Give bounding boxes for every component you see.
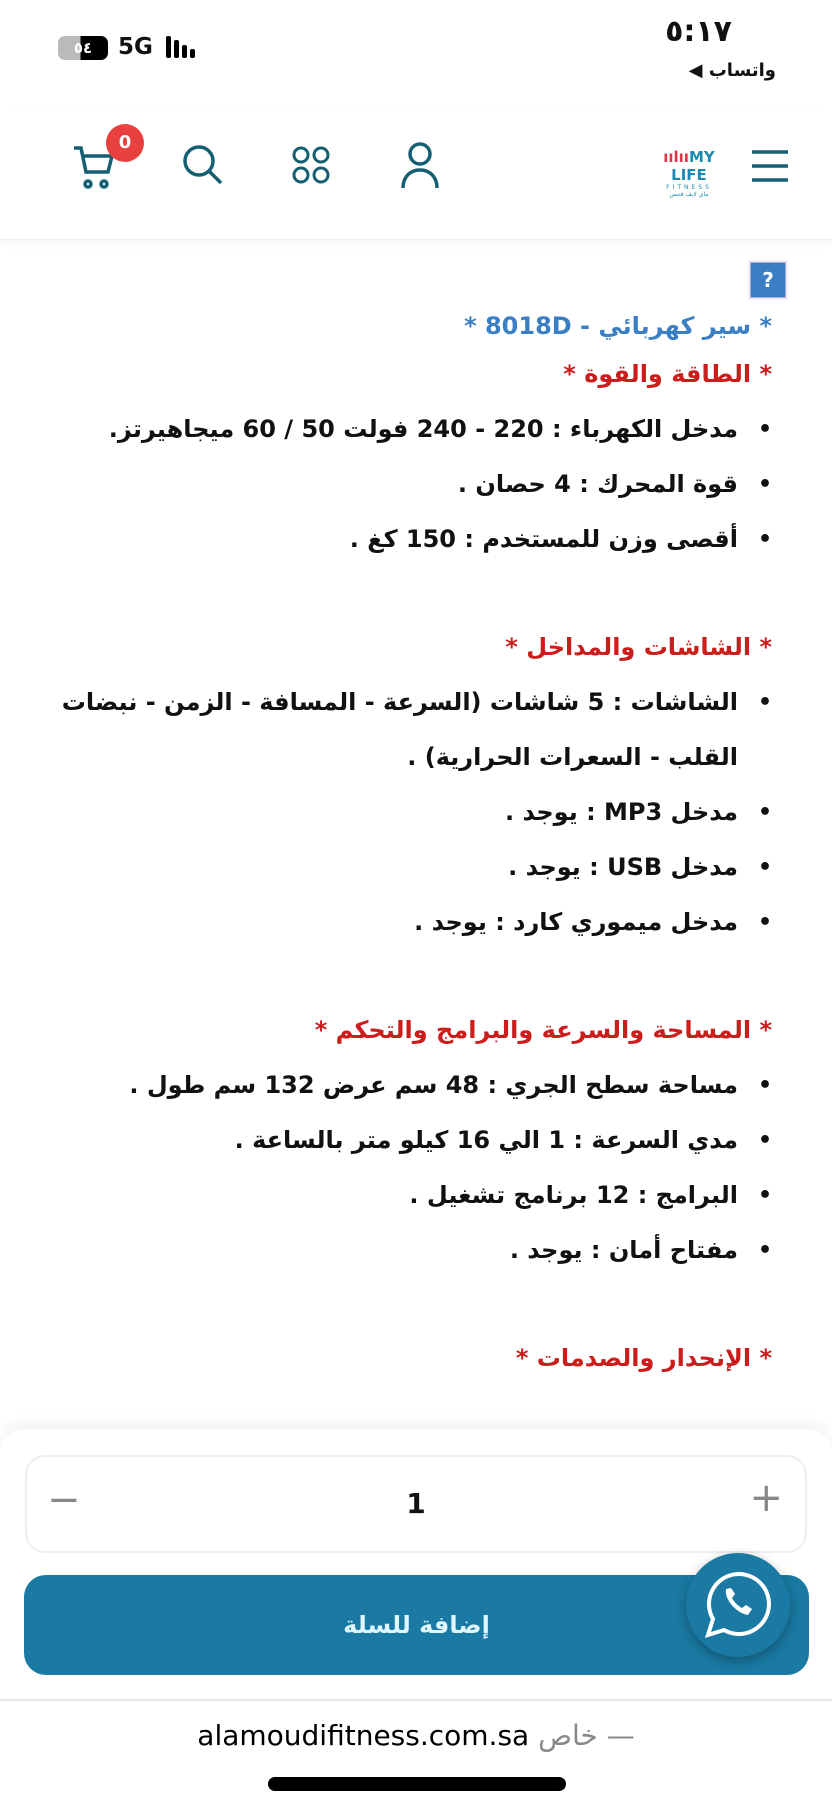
url-text: alamoudifitness.com.sa [197,1719,530,1752]
list-item: • البرامج : 12 برنامج تشغيل . [52,1168,738,1223]
increase-quantity-button[interactable]: + [749,1475,783,1521]
list-item: • مدخل MP3 : يوجد . [52,785,738,840]
divider [0,1699,832,1701]
list-item: • أقصى وزن للمستخدم : 150 كغ . [52,512,738,567]
list-item: • مدي السرعة : 1 الي 16 كيلو متر بالساعة . [52,1113,738,1168]
menu-icon[interactable] [748,144,792,188]
section-heading: * المساحة والسرعة والبرامج والتحكم * [314,1016,772,1044]
whatsapp-icon [686,1553,790,1657]
network-label: 5G [118,34,153,60]
whatsapp-button[interactable] [686,1553,790,1657]
spec-list [52,402,772,567]
address-bar[interactable] [0,1719,832,1752]
home-indicator[interactable] [268,1777,566,1791]
section-heading: * الشاشات والمداخل * [505,633,772,661]
section-heading: * الطاقة والقوة * [563,360,772,388]
private-label: خاص — [538,1719,635,1752]
battery-icon: ٥٤ [58,36,108,60]
broken-image-icon: ? [750,262,786,298]
list-item: • مدخل ميموري كارد : يوجد . [52,895,738,950]
back-to-app[interactable]: ◀ واتساب [688,60,776,81]
list-item: • مساحة سطح الجري : 48 سم عرض 132 سم طول . [52,1058,738,1113]
list-item: • مدخل USB : يوجد . [52,840,738,895]
signal-icon [166,36,195,58]
quantity-value[interactable]: 1 [406,1487,426,1520]
search-icon[interactable] [178,140,228,190]
product-description [52,262,772,1386]
status-time: ٥:١٧ [665,14,732,49]
add-to-cart-panel [0,1429,832,1800]
list-item: • مفتاح أمان : يوجد . [52,1223,738,1278]
site-header [0,110,832,240]
quantity-stepper [25,1455,807,1553]
spec-list [52,675,772,950]
spec-list [52,1058,772,1278]
section-heading: * الإنحدار والصدمات * [515,1344,772,1372]
account-icon[interactable] [395,140,445,190]
back-app-label: واتساب [708,60,776,81]
product-title: * سير كهربائي - 8018D * [464,312,772,340]
cart-count-badge: 0 [106,124,144,162]
list-item: • الشاشات : 5 شاشات (السرعة - المسافة - الزمن - نبضات القلب - السعرات الحرارية) . [52,675,738,785]
list-item: • مدخل الكهرباء : 220 - 240 فولت 50 / 60 ميجاهيرتز. [52,402,738,457]
list-item: • قوة المحرك : 4 حصان . [52,457,738,512]
categories-icon[interactable] [286,140,336,190]
decrease-quantity-button[interactable]: − [47,1477,81,1523]
add-to-cart-button[interactable]: إضافة للسلة [24,1575,809,1675]
logo[interactable]: ıılııMY LIFE FITNESS ماي لايف فتنس [663,148,715,198]
